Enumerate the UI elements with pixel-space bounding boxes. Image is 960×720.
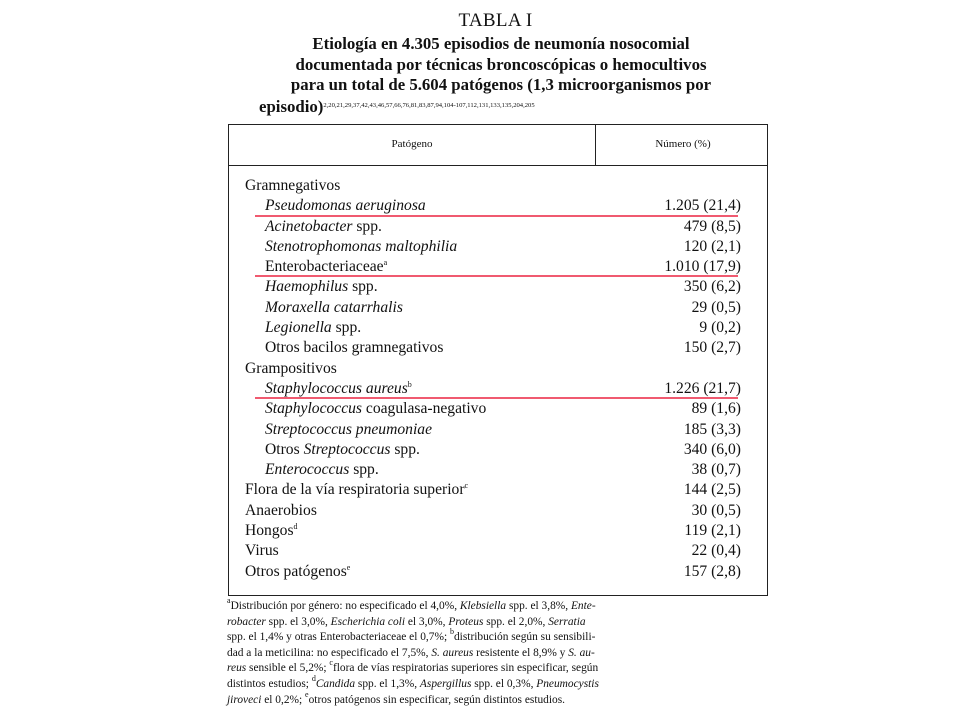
pathogen-count: 1.205 (21,4) — [664, 197, 741, 215]
table-header — [229, 125, 767, 166]
pathogen-name — [265, 399, 486, 419]
footnote-text: distintos estudios; — [227, 677, 312, 690]
pathogen-count: 120 (2,1) — [683, 237, 741, 255]
pathogen-name — [265, 420, 432, 440]
pathogen-table — [228, 124, 768, 596]
pathogen-label: Flora de la vía respiratoria superior — [245, 481, 465, 499]
table-row — [229, 460, 767, 480]
footnote-line — [227, 627, 772, 646]
footnote-marker: a — [383, 258, 388, 268]
pathogen-name — [265, 257, 387, 277]
footnote-text: spp. el 2,0%, — [483, 615, 549, 628]
footnote-marker: c — [329, 658, 333, 668]
pathogen-count: 29 (0,5) — [691, 298, 741, 316]
pathogen-count: 1.226 (21,7) — [664, 379, 741, 397]
table-row — [229, 277, 767, 297]
header-pathogen: Patógeno — [391, 138, 433, 150]
footnote-text: el 3,0%, — [405, 615, 449, 628]
table-row — [229, 176, 767, 196]
table-row — [229, 480, 767, 500]
pathogen-label-suffix: spp. — [348, 278, 378, 296]
table-row — [229, 298, 767, 318]
pathogen-label: Streptococcus pneumoniae — [265, 420, 433, 438]
footnote-italic-text: Proteus — [448, 615, 484, 628]
table-row — [229, 420, 767, 440]
footnote-text: otros patógenos sin especificar, según distintos estudios. — [308, 693, 566, 706]
pathogen-label-suffix: spp. — [390, 440, 420, 458]
footnote-italic-text: robacter — [227, 615, 266, 628]
pathogen-name — [245, 501, 317, 521]
pathogen-label: Grampositivos — [245, 359, 337, 377]
pathogen-label: Stenotrophomonas maltophilia — [265, 237, 458, 255]
footnote-line — [227, 689, 772, 709]
pathogen-name — [245, 562, 350, 582]
pathogen-count: 479 (8,5) — [683, 217, 741, 235]
footnote-italic-text: S. aureus — [431, 646, 474, 659]
pathogen-label: Gramnegativos — [245, 177, 341, 194]
pathogen-count: 30 (0,5) — [691, 501, 741, 519]
footnote-marker: d — [293, 522, 298, 532]
pathogen-name — [245, 521, 298, 541]
title-line: para un total de 5.604 patógenos (1,3 microorganismos por — [290, 75, 712, 94]
pathogen-count: 38 (0,7) — [691, 461, 741, 479]
table-row — [229, 217, 767, 237]
footnote-italic-text: Aspergillus — [419, 677, 472, 690]
title-line: Etiología en 4.305 episodios de neumonía nosocomial — [312, 34, 690, 53]
footnote-text: sensible el 5,2%; — [246, 662, 330, 675]
table-row — [229, 521, 767, 541]
footnote-text: distribución según su sensibili- — [453, 631, 596, 644]
pathogen-name — [265, 217, 382, 237]
pathogen-count: 89 (1,6) — [691, 400, 741, 418]
table-row — [229, 541, 767, 561]
footnote-marker: a — [227, 596, 231, 605]
table-row — [229, 318, 767, 338]
pathogen-count: 144 (2,5) — [683, 481, 741, 499]
pathogen-count: 9 (0,2) — [699, 319, 741, 337]
footnote-italic-text: Ente- — [570, 600, 596, 612]
table-number: TABLA I — [458, 10, 533, 31]
pathogen-label: Otros bacilos gramnegativos — [265, 339, 444, 357]
footnote-text: spp. el 3,8%, — [506, 600, 571, 612]
pathogen-name — [265, 196, 426, 216]
pathogen-label: Moraxella catarrhalis — [265, 298, 403, 316]
table-row — [229, 379, 767, 399]
pathogen-label: Enterobacteriaceae — [265, 258, 384, 276]
footnote-text: spp. el 1,3%, — [355, 677, 420, 690]
table-footnotes — [227, 596, 772, 708]
footnote-marker: e — [305, 689, 309, 699]
table-row — [229, 338, 767, 358]
pathogen-label: Otros patógenos — [245, 562, 347, 580]
pathogen-name — [265, 379, 412, 399]
footnote-line — [227, 658, 772, 677]
header-number: Número (%) — [655, 138, 711, 150]
footnote-line — [227, 646, 772, 662]
footnote-italic-text: jiroveci — [227, 693, 262, 706]
table-row — [229, 399, 767, 419]
table-row — [229, 359, 767, 379]
table-row — [229, 440, 767, 460]
pathogen-name — [265, 338, 443, 358]
footnote-marker: b — [449, 627, 454, 637]
footnote-text: resistente el 8,9% y — [473, 646, 569, 659]
table-row — [229, 501, 767, 521]
pathogen-genus: Staphylococcus — [265, 400, 362, 418]
pathogen-label: Hongos — [245, 522, 294, 540]
pathogen-name — [265, 440, 420, 460]
pathogen-label-prefix: Otros — [265, 440, 304, 458]
footnote-text: dad a la meticilina: no especificado el 7,5%, — [227, 646, 432, 659]
title-references: 2,20,21,29,37,42,43,46,57,66,76,81,83,87,94,104-107,112,131,133,135,204,205 — [323, 101, 535, 109]
pathogen-genus: Haemophilus — [265, 278, 349, 296]
pathogen-name — [245, 480, 468, 500]
pathogen-label: Virus — [245, 542, 279, 560]
footnote-marker: d — [311, 673, 316, 683]
footnote-text: spp. el 1,4% y otras Enterobacteriaceae el 0,7%; — [227, 631, 450, 644]
pathogen-count: 157 (2,8) — [683, 562, 741, 580]
footnote-text: Distribución por género: no especificado el 4,0%, — [230, 600, 460, 612]
footnote-text: el 0,2%; — [261, 693, 306, 706]
footnote-italic-text: Candida — [315, 677, 356, 690]
table-title — [231, 34, 771, 117]
footnote-italic-text: reus — [227, 662, 247, 675]
pathogen-name — [265, 298, 403, 318]
title-line-text: episodio) — [259, 96, 324, 116]
footnote-marker: b — [407, 379, 412, 389]
pathogen-count: 119 (2,1) — [684, 522, 741, 540]
title-line: documentada por técnicas broncoscópicas o hemocultivos — [295, 54, 707, 74]
footnote-italic-text: Escherichia coli — [330, 615, 406, 628]
pathogen-name — [265, 237, 457, 257]
pathogen-count: 350 (6,2) — [683, 278, 741, 296]
pathogen-genus: Streptococcus — [303, 440, 391, 458]
pathogen-name — [265, 460, 379, 480]
pathogen-name — [265, 318, 361, 338]
document-page — [207, 0, 784, 720]
footnote-italic-text: Serratia — [548, 615, 586, 628]
footnote-marker: e — [346, 562, 351, 572]
pathogen-label-suffix: spp. — [352, 217, 382, 235]
pathogen-count: 340 (6,0) — [683, 440, 741, 458]
pathogen-count: 22 (0,4) — [691, 542, 741, 560]
table-row — [229, 257, 767, 277]
pathogen-label-suffix: coagulasa-negativo — [362, 400, 487, 418]
pathogen-name — [245, 176, 340, 196]
pathogen-genus: Enterococcus — [265, 461, 350, 479]
footnote-text: spp. el 3,0%, — [265, 615, 331, 628]
pathogen-label: Pseudomonas aeruginosa — [265, 197, 426, 215]
pathogen-genus: Acinetobacter — [265, 217, 353, 235]
pathogen-name — [245, 359, 337, 379]
footnote-line — [227, 615, 772, 631]
pathogen-label-suffix: spp. — [331, 319, 362, 337]
table-row — [229, 237, 767, 257]
pathogen-name — [245, 541, 279, 561]
footnote-italic-text: Pneumocystis — [536, 677, 599, 690]
footnote-italic-text: Klebsiella — [459, 600, 507, 612]
pathogen-name — [265, 277, 378, 297]
footnote-text: flora de vías respiratorias superiores sin especificar, según — [332, 662, 599, 675]
pathogen-count: 185 (3,3) — [683, 420, 741, 438]
table-row — [229, 562, 767, 582]
pathogen-count: 150 (2,7) — [683, 339, 741, 357]
footnote-marker: c — [464, 481, 469, 491]
pathogen-count: 1.010 (17,9) — [664, 258, 741, 276]
footnote-italic-text: S. au- — [568, 646, 595, 659]
table-body — [229, 176, 767, 582]
pathogen-label: Anaerobios — [245, 501, 317, 519]
footnote-text: spp. el 0,3%, — [471, 677, 537, 690]
pathogen-label: Staphylococcus aureus — [265, 379, 408, 397]
footnote-line — [227, 596, 772, 615]
table-row — [229, 196, 767, 216]
pathogen-genus: Legionella — [265, 319, 332, 337]
pathogen-label-suffix: spp. — [349, 461, 379, 479]
title-line — [231, 96, 771, 118]
